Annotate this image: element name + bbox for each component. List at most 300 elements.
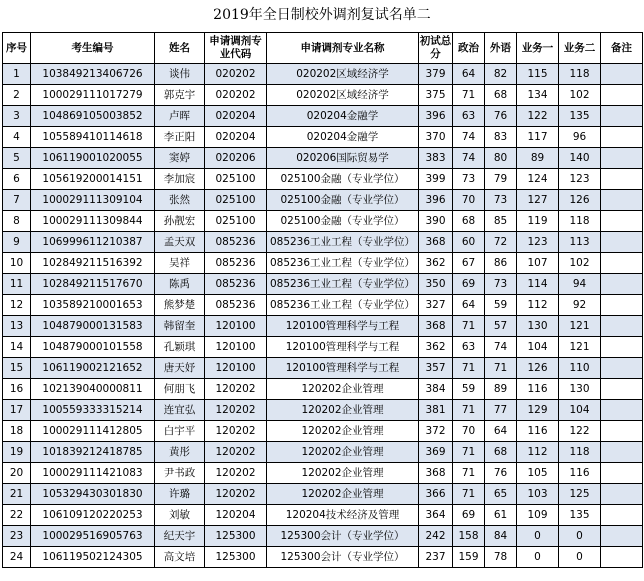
cell-index: 12 (3, 295, 31, 316)
cell-subject-one: 107 (517, 253, 559, 274)
cell-major-name: 120100管理科学与工程 (267, 337, 419, 358)
header-candidate-id: 考生编号 (31, 33, 155, 64)
cell-index: 8 (3, 211, 31, 232)
cell-total-score: 237 (419, 547, 453, 568)
cell-remarks (601, 442, 643, 463)
cell-subject-one: 105 (517, 463, 559, 484)
cell-index: 11 (3, 274, 31, 295)
cell-total-score: 375 (419, 85, 453, 106)
cell-major-name: 085236工业工程（专业学位） (267, 274, 419, 295)
cell-name: 陈禹 (155, 274, 205, 295)
cell-candidate-id: 101839212418785 (31, 442, 155, 463)
cell-index: 14 (3, 337, 31, 358)
cell-foreign-language: 85 (485, 211, 517, 232)
cell-politics: 69 (453, 274, 485, 295)
cell-total-score: 372 (419, 421, 453, 442)
cell-major-code: 025100 (205, 190, 267, 211)
cell-politics: 74 (453, 148, 485, 169)
cell-major-code: 120202 (205, 463, 267, 484)
cell-index: 7 (3, 190, 31, 211)
cell-subject-two: 118 (559, 442, 601, 463)
cell-index: 2 (3, 85, 31, 106)
table-row (3, 106, 643, 127)
cell-major-code: 085236 (205, 232, 267, 253)
cell-politics: 71 (453, 400, 485, 421)
cell-total-score: 370 (419, 127, 453, 148)
cell-major-name: 120202企业管理 (267, 421, 419, 442)
cell-candidate-id: 105619200014151 (31, 169, 155, 190)
cell-candidate-id: 100029111309844 (31, 211, 155, 232)
cell-politics: 159 (453, 547, 485, 568)
cell-foreign-language: 71 (485, 358, 517, 379)
table-row (3, 253, 643, 274)
cell-name: 白宇平 (155, 421, 205, 442)
cell-major-name: 120202企业管理 (267, 379, 419, 400)
cell-remarks (601, 316, 643, 337)
header-remarks: 备注 (601, 33, 643, 64)
cell-candidate-id: 100029111017279 (31, 85, 155, 106)
cell-remarks (601, 337, 643, 358)
cell-subject-one: 126 (517, 358, 559, 379)
cell-major-code: 120202 (205, 484, 267, 505)
cell-politics: 74 (453, 127, 485, 148)
cell-candidate-id: 100029516905763 (31, 526, 155, 547)
cell-foreign-language: 68 (485, 442, 517, 463)
cell-subject-one: 114 (517, 274, 559, 295)
cell-total-score: 350 (419, 274, 453, 295)
cell-major-name: 085236工业工程（专业学位） (267, 232, 419, 253)
cell-major-name: 020202区域经济学 (267, 85, 419, 106)
cell-major-code: 085236 (205, 295, 267, 316)
cell-name: 李正阳 (155, 127, 205, 148)
header-major-code: 申请调剂专业代码 (205, 33, 267, 64)
cell-index: 22 (3, 505, 31, 526)
cell-total-score: 362 (419, 253, 453, 274)
cell-index: 3 (3, 106, 31, 127)
cell-total-score: 362 (419, 337, 453, 358)
cell-major-code: 120202 (205, 421, 267, 442)
cell-candidate-id: 100029111421083 (31, 463, 155, 484)
cell-index: 13 (3, 316, 31, 337)
cell-subject-two: 135 (559, 505, 601, 526)
cell-major-name: 120100管理科学与工程 (267, 358, 419, 379)
cell-name: 孟天双 (155, 232, 205, 253)
cell-name: 尹书政 (155, 463, 205, 484)
cell-candidate-id: 106119001020055 (31, 148, 155, 169)
table-row (3, 316, 643, 337)
cell-candidate-id: 100029111309104 (31, 190, 155, 211)
cell-subject-two: 122 (559, 421, 601, 442)
cell-remarks (601, 64, 643, 85)
cell-remarks (601, 379, 643, 400)
cell-remarks (601, 169, 643, 190)
cell-major-name: 085236工业工程（专业学位） (267, 253, 419, 274)
cell-subject-one: 116 (517, 421, 559, 442)
cell-name: 刘敏 (155, 505, 205, 526)
cell-index: 16 (3, 379, 31, 400)
cell-major-name: 025100金融（专业学位） (267, 190, 419, 211)
cell-remarks (601, 211, 643, 232)
cell-remarks (601, 253, 643, 274)
cell-total-score: 242 (419, 526, 453, 547)
cell-index: 19 (3, 442, 31, 463)
cell-subject-one: 104 (517, 337, 559, 358)
cell-major-name: 120204技术经济及管理 (267, 505, 419, 526)
cell-index: 24 (3, 547, 31, 568)
cell-remarks (601, 295, 643, 316)
cell-politics: 70 (453, 421, 485, 442)
cell-politics: 59 (453, 379, 485, 400)
table-row (3, 190, 643, 211)
cell-name: 黄彤 (155, 442, 205, 463)
cell-candidate-id: 103849213406726 (31, 64, 155, 85)
cell-major-code: 020204 (205, 127, 267, 148)
cell-index: 1 (3, 64, 31, 85)
cell-subject-one: 123 (517, 232, 559, 253)
table-row (3, 379, 643, 400)
cell-major-name: 125300会计（专业学位） (267, 547, 419, 568)
cell-foreign-language: 82 (485, 64, 517, 85)
cell-subject-one: 119 (517, 211, 559, 232)
cell-subject-one: 122 (517, 106, 559, 127)
table-row (3, 127, 643, 148)
cell-candidate-id: 100559333315214 (31, 400, 155, 421)
header-major-name: 申请调剂专业名称 (267, 33, 419, 64)
cell-major-name: 020204金融学 (267, 106, 419, 127)
cell-remarks (601, 106, 643, 127)
cell-major-code: 025100 (205, 169, 267, 190)
cell-subject-one: 0 (517, 547, 559, 568)
cell-subject-one: 89 (517, 148, 559, 169)
cell-subject-two: 116 (559, 463, 601, 484)
cell-subject-two: 125 (559, 484, 601, 505)
cell-total-score: 366 (419, 484, 453, 505)
cell-major-code: 020202 (205, 85, 267, 106)
cell-name: 纪天宇 (155, 526, 205, 547)
cell-remarks (601, 85, 643, 106)
cell-major-code: 120100 (205, 358, 267, 379)
cell-candidate-id: 102849211517670 (31, 274, 155, 295)
cell-name: 吴祥 (155, 253, 205, 274)
cell-foreign-language: 61 (485, 505, 517, 526)
cell-candidate-id: 102139040000811 (31, 379, 155, 400)
page-title: 2019年全日制校外调剂复试名单二 (213, 7, 431, 23)
cell-total-score: 390 (419, 211, 453, 232)
cell-subject-one: 116 (517, 379, 559, 400)
cell-total-score: 368 (419, 232, 453, 253)
cell-remarks (601, 127, 643, 148)
cell-candidate-id: 103589210001653 (31, 295, 155, 316)
table-row (3, 484, 643, 505)
table-row (3, 232, 643, 253)
cell-subject-two: 135 (559, 106, 601, 127)
cell-index: 23 (3, 526, 31, 547)
cell-name: 许璐 (155, 484, 205, 505)
cell-index: 15 (3, 358, 31, 379)
header-foreign-language: 外语 (485, 33, 517, 64)
cell-name: 窦婷 (155, 148, 205, 169)
cell-major-code: 085236 (205, 253, 267, 274)
cell-total-score: 379 (419, 64, 453, 85)
cell-foreign-language: 68 (485, 85, 517, 106)
header-name: 姓名 (155, 33, 205, 64)
cell-subject-one: 134 (517, 85, 559, 106)
cell-politics: 64 (453, 295, 485, 316)
cell-remarks (601, 274, 643, 295)
cell-subject-one: 117 (517, 127, 559, 148)
table-row (3, 463, 643, 484)
cell-major-name: 120202企业管理 (267, 463, 419, 484)
cell-major-code: 120100 (205, 316, 267, 337)
cell-candidate-id: 106109120220253 (31, 505, 155, 526)
cell-name: 连宜弘 (155, 400, 205, 421)
cell-major-code: 020206 (205, 148, 267, 169)
cell-name: 何朋飞 (155, 379, 205, 400)
cell-total-score: 327 (419, 295, 453, 316)
cell-subject-one: 112 (517, 442, 559, 463)
cell-subject-two: 92 (559, 295, 601, 316)
cell-index: 4 (3, 127, 31, 148)
cell-total-score: 399 (419, 169, 453, 190)
cell-subject-one: 109 (517, 505, 559, 526)
cell-politics: 71 (453, 358, 485, 379)
cell-subject-two: 118 (559, 64, 601, 85)
table-row (3, 400, 643, 421)
cell-foreign-language: 74 (485, 337, 517, 358)
cell-politics: 71 (453, 85, 485, 106)
cell-major-code: 120202 (205, 400, 267, 421)
table-row (3, 274, 643, 295)
cell-name: 郭克宇 (155, 85, 205, 106)
cell-foreign-language: 78 (485, 547, 517, 568)
cell-candidate-id: 106999611210387 (31, 232, 155, 253)
cell-politics: 71 (453, 484, 485, 505)
cell-total-score: 368 (419, 463, 453, 484)
cell-politics: 158 (453, 526, 485, 547)
header-politics: 政治 (453, 33, 485, 64)
cell-index: 18 (3, 421, 31, 442)
table-row (3, 337, 643, 358)
table-row (3, 421, 643, 442)
cell-subject-one: 103 (517, 484, 559, 505)
table-row (3, 295, 643, 316)
cell-remarks (601, 232, 643, 253)
cell-index: 6 (3, 169, 31, 190)
table-row (3, 526, 643, 547)
cell-name: 唐天妤 (155, 358, 205, 379)
cell-politics: 71 (453, 442, 485, 463)
cell-subject-two: 102 (559, 253, 601, 274)
cell-name: 孙靓宏 (155, 211, 205, 232)
cell-politics: 64 (453, 64, 485, 85)
candidate-table (2, 32, 643, 568)
cell-name: 李加宸 (155, 169, 205, 190)
cell-major-code: 025100 (205, 211, 267, 232)
cell-major-name: 020206国际贸易学 (267, 148, 419, 169)
cell-candidate-id: 105589410114618 (31, 127, 155, 148)
cell-subject-two: 121 (559, 337, 601, 358)
cell-foreign-language: 79 (485, 169, 517, 190)
table-row (3, 85, 643, 106)
cell-subject-two: 130 (559, 379, 601, 400)
cell-subject-one: 129 (517, 400, 559, 421)
cell-major-name: 020202区域经济学 (267, 64, 419, 85)
cell-remarks (601, 526, 643, 547)
cell-politics: 71 (453, 316, 485, 337)
cell-total-score: 368 (419, 316, 453, 337)
header-index: 序号 (3, 33, 31, 64)
cell-candidate-id: 105329430301830 (31, 484, 155, 505)
cell-candidate-id: 104869105003852 (31, 106, 155, 127)
cell-subject-two: 121 (559, 316, 601, 337)
cell-index: 9 (3, 232, 31, 253)
cell-subject-one: 0 (517, 526, 559, 547)
cell-foreign-language: 89 (485, 379, 517, 400)
cell-politics: 70 (453, 190, 485, 211)
cell-major-code: 020204 (205, 106, 267, 127)
cell-total-score: 384 (419, 379, 453, 400)
cell-major-code: 125300 (205, 526, 267, 547)
cell-remarks (601, 463, 643, 484)
cell-foreign-language: 57 (485, 316, 517, 337)
cell-major-code: 085236 (205, 274, 267, 295)
cell-subject-two: 96 (559, 127, 601, 148)
cell-subject-one: 112 (517, 295, 559, 316)
header-subject-one: 业务一 (517, 33, 559, 64)
cell-major-name: 120202企业管理 (267, 484, 419, 505)
cell-subject-one: 130 (517, 316, 559, 337)
cell-name: 孔颖琪 (155, 337, 205, 358)
cell-politics: 68 (453, 211, 485, 232)
cell-politics: 73 (453, 169, 485, 190)
cell-subject-two: 94 (559, 274, 601, 295)
cell-total-score: 383 (419, 148, 453, 169)
cell-foreign-language: 76 (485, 463, 517, 484)
cell-total-score: 357 (419, 358, 453, 379)
cell-index: 5 (3, 148, 31, 169)
cell-candidate-id: 106119002121652 (31, 358, 155, 379)
cell-subject-two: 0 (559, 526, 601, 547)
cell-major-name: 120202企业管理 (267, 400, 419, 421)
header-subject-two: 业务二 (559, 33, 601, 64)
cell-subject-two: 104 (559, 400, 601, 421)
cell-subject-one: 127 (517, 190, 559, 211)
cell-name: 韩留奎 (155, 316, 205, 337)
cell-subject-two: 118 (559, 211, 601, 232)
cell-major-code: 120204 (205, 505, 267, 526)
cell-subject-one: 115 (517, 64, 559, 85)
cell-foreign-language: 73 (485, 274, 517, 295)
cell-remarks (601, 190, 643, 211)
table-row (3, 211, 643, 232)
cell-major-code: 120202 (205, 379, 267, 400)
table-row (3, 547, 643, 568)
cell-candidate-id: 102849211516392 (31, 253, 155, 274)
cell-index: 17 (3, 400, 31, 421)
cell-index: 10 (3, 253, 31, 274)
cell-politics: 63 (453, 337, 485, 358)
cell-major-name: 125300会计（专业学位） (267, 526, 419, 547)
cell-remarks (601, 358, 643, 379)
cell-foreign-language: 86 (485, 253, 517, 274)
cell-major-code: 120202 (205, 442, 267, 463)
cell-total-score: 369 (419, 442, 453, 463)
cell-subject-two: 113 (559, 232, 601, 253)
cell-major-name: 025100金融（专业学位） (267, 211, 419, 232)
cell-name: 谈伟 (155, 64, 205, 85)
cell-name: 卢晖 (155, 106, 205, 127)
cell-foreign-language: 76 (485, 106, 517, 127)
cell-politics: 60 (453, 232, 485, 253)
cell-name: 张然 (155, 190, 205, 211)
cell-foreign-language: 59 (485, 295, 517, 316)
header-row (3, 33, 643, 64)
cell-major-code: 020202 (205, 64, 267, 85)
cell-index: 20 (3, 463, 31, 484)
cell-name: 高文培 (155, 547, 205, 568)
header-total-score: 初试总分 (419, 33, 453, 64)
cell-total-score: 396 (419, 106, 453, 127)
table-row (3, 505, 643, 526)
cell-subject-two: 110 (559, 358, 601, 379)
cell-foreign-language: 73 (485, 190, 517, 211)
cell-total-score: 364 (419, 505, 453, 526)
cell-foreign-language: 64 (485, 421, 517, 442)
cell-total-score: 396 (419, 190, 453, 211)
cell-foreign-language: 80 (485, 148, 517, 169)
cell-remarks (601, 547, 643, 568)
table-row (3, 442, 643, 463)
table-row (3, 358, 643, 379)
cell-subject-two: 126 (559, 190, 601, 211)
cell-index: 21 (3, 484, 31, 505)
cell-foreign-language: 84 (485, 526, 517, 547)
table-row (3, 148, 643, 169)
cell-subject-two: 123 (559, 169, 601, 190)
cell-major-name: 025100金融（专业学位） (267, 169, 419, 190)
cell-candidate-id: 104879000131583 (31, 316, 155, 337)
cell-subject-one: 124 (517, 169, 559, 190)
table-row (3, 169, 643, 190)
cell-foreign-language: 72 (485, 232, 517, 253)
cell-major-name: 085236工业工程（专业学位） (267, 295, 419, 316)
cell-politics: 63 (453, 106, 485, 127)
cell-remarks (601, 505, 643, 526)
cell-foreign-language: 65 (485, 484, 517, 505)
cell-name: 熊梦楚 (155, 295, 205, 316)
cell-major-name: 120100管理科学与工程 (267, 316, 419, 337)
cell-remarks (601, 400, 643, 421)
cell-politics: 71 (453, 463, 485, 484)
cell-remarks (601, 484, 643, 505)
cell-foreign-language: 83 (485, 127, 517, 148)
table-row (3, 64, 643, 85)
cell-remarks (601, 148, 643, 169)
cell-major-code: 120100 (205, 337, 267, 358)
cell-politics: 67 (453, 253, 485, 274)
cell-candidate-id: 106119502124305 (31, 547, 155, 568)
cell-total-score: 381 (419, 400, 453, 421)
cell-politics: 69 (453, 505, 485, 526)
cell-major-name: 020204金融学 (267, 127, 419, 148)
cell-foreign-language: 77 (485, 400, 517, 421)
cell-remarks (601, 421, 643, 442)
cell-subject-two: 140 (559, 148, 601, 169)
cell-major-name: 120202企业管理 (267, 442, 419, 463)
cell-subject-two: 102 (559, 85, 601, 106)
cell-subject-two: 0 (559, 547, 601, 568)
cell-candidate-id: 104879000101558 (31, 337, 155, 358)
